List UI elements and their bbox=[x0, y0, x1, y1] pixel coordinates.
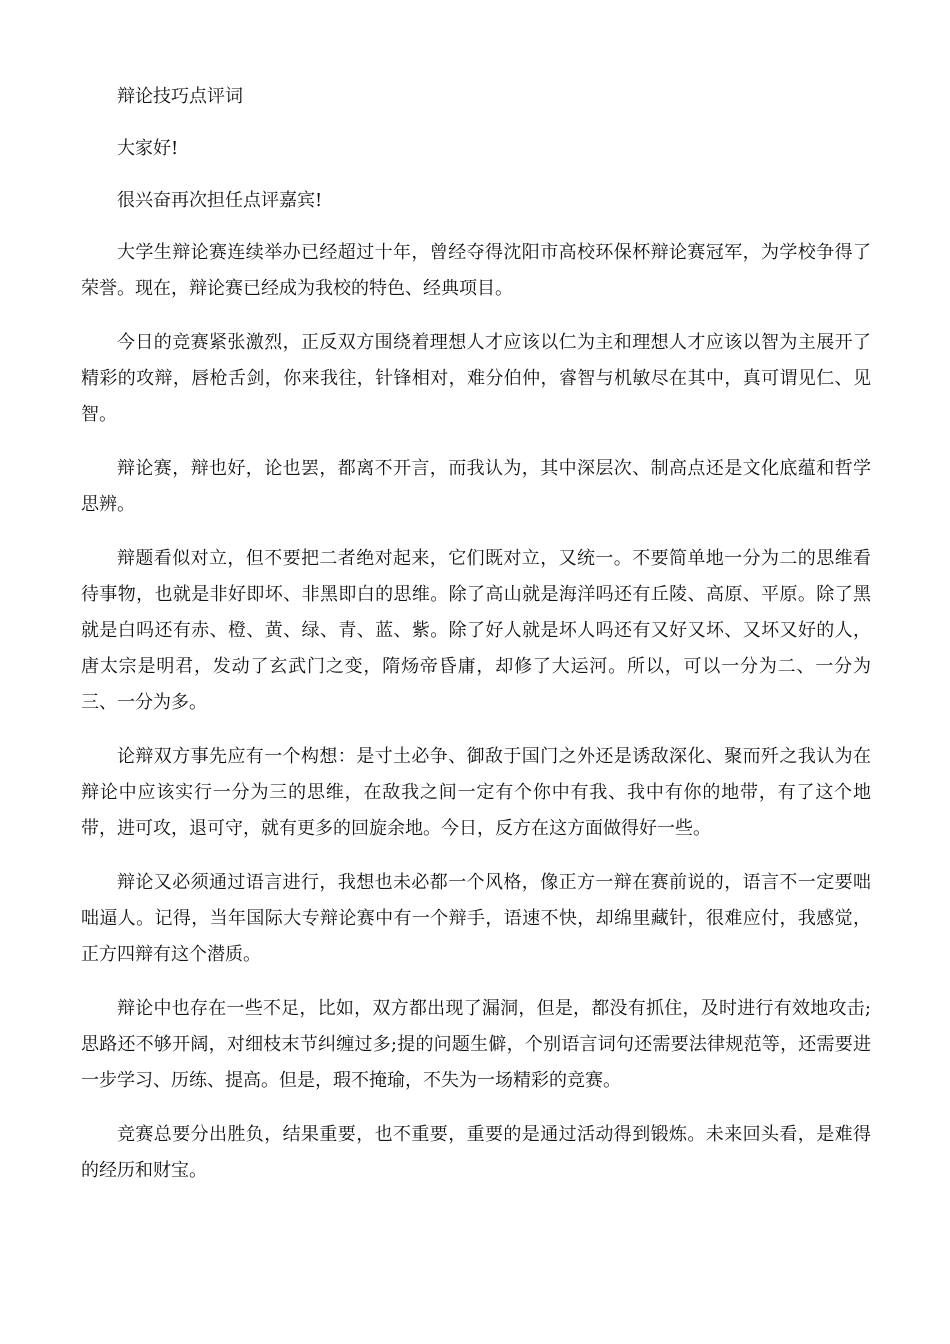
paragraph-history: 大学生辩论赛连续举办已经超过十年，曾经夺得沈阳市高校环保杯辩论赛冠军，为学校争得了荣誉。现在，辩论赛已经成为我校的特色、经典项目。 bbox=[81, 242, 871, 299]
paragraph-intro: 很兴奋再次担任点评嘉宾! bbox=[117, 190, 323, 211]
paragraph-culture: 辩论赛，辩也好，论也罢，都离不开言，而我认为，其中深层次、制高点还是文化底蕴和哲学思辨。 bbox=[81, 458, 871, 515]
paragraph-language: 辩论又必须通过语言进行，我想也未必都一个风格，像正方一辩在赛前说的，语言不一定要咄咄逼人。记得，当年国际大专辩论赛中有一个辩手，语速不快，却绵里藏针，很难应付，我感觉，正方四辩有这个潜质。 bbox=[81, 872, 871, 965]
document-title: 辩论技巧点评词 bbox=[117, 86, 243, 107]
paragraph-shortcomings: 辩论中也存在一些不足，比如，双方都出现了漏洞，但是，都没有抓住，及时进行有效地攻击;思路还不够开阔，对细枝末节纠缠过多;提的问题生僻，个别语言词句还需要法律规范等，还需要进一步学习、历练、提高。但是，瑕不掩瑜，不失为一场精彩的竞赛。 bbox=[81, 998, 871, 1091]
paragraph-competition: 今日的竞赛紧张激烈，正反双方围绕着理想人才应该以仁为主和理想人才应该以智为主展开了精彩的攻辩，唇枪舌剑，你来我往，针锋相对，难分伯仲，睿智与机敏尽在其中，真可谓见仁、见智。 bbox=[81, 332, 871, 425]
paragraph-strategy: 论辩双方事先应有一个构想：是寸土必争、御敌于国门之外还是诱敌深化、聚而歼之我认为在辩论中应该实行一分为三的思维，在敌我之间一定有个你中有我、我中有你的地带，有了这个地带，进可攻，退可守，就有更多的回旋余地。今日，反方在这方面做得好一些。 bbox=[81, 746, 871, 839]
paragraph-topic: 辩题看似对立，但不要把二者绝对起来，它们既对立，又统一。不要简单地一分为二的思维看待事物，也就是非好即坏、非黑即白的思维。除了高山就是海洋吗还有丘陵、高原、平原。除了黑就是白吗还有赤、橙、黄、绿、青、蓝、紫。除了好人就是坏人吗还有又好又坏、又坏又好的人，唐太宗是明君，发动了玄武门之变，隋炀帝昏庸，却修了大运河。所以，可以一分为二、一分为三、一分为多。 bbox=[81, 548, 871, 713]
paragraph-greeting: 大家好! bbox=[117, 138, 179, 159]
paragraph-conclusion: 竞赛总要分出胜负，结果重要，也不重要，重要的是通过活动得到锻炼。未来回头看，是难得的经历和财宝。 bbox=[81, 1124, 871, 1181]
document-body bbox=[81, 79, 871, 1207]
